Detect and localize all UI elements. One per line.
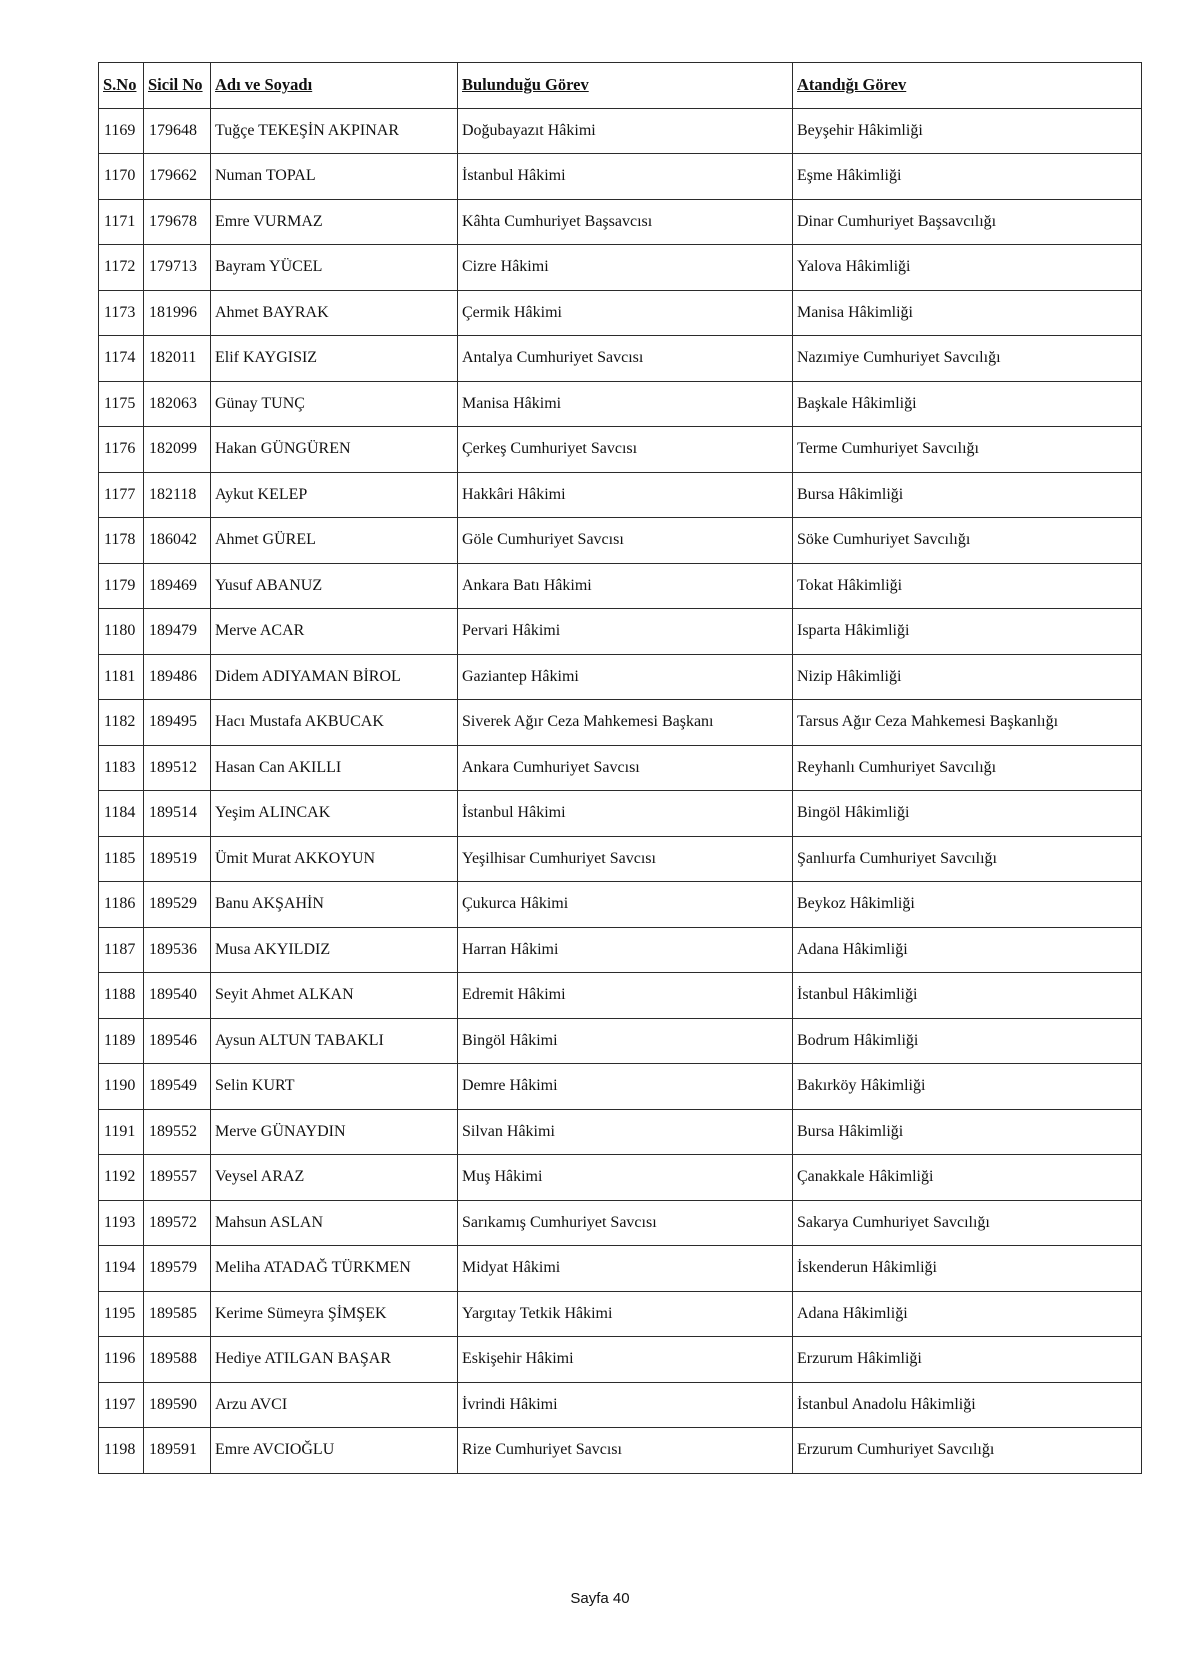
cell-current-position: İstanbul Hâkimi bbox=[458, 791, 793, 837]
cell-sno: 1198 bbox=[99, 1428, 144, 1474]
cell-assigned-position: Şanlıurfa Cumhuriyet Savcılığı bbox=[793, 836, 1142, 882]
cell-sicil-no: 189536 bbox=[144, 927, 211, 973]
cell-assigned-position: Çanakkale Hâkimliği bbox=[793, 1155, 1142, 1201]
cell-assigned-position: Isparta Hâkimliği bbox=[793, 609, 1142, 655]
table-body bbox=[99, 108, 1142, 1473]
cell-assigned-position: Bodrum Hâkimliği bbox=[793, 1018, 1142, 1064]
cell-current-position: Çukurca Hâkimi bbox=[458, 882, 793, 928]
cell-assigned-position: Bakırköy Hâkimliği bbox=[793, 1064, 1142, 1110]
table-row bbox=[99, 518, 1142, 564]
cell-current-position: Silvan Hâkimi bbox=[458, 1109, 793, 1155]
table-row bbox=[99, 1064, 1142, 1110]
cell-sno: 1188 bbox=[99, 973, 144, 1019]
cell-sno: 1193 bbox=[99, 1200, 144, 1246]
cell-sicil-no: 189572 bbox=[144, 1200, 211, 1246]
cell-assigned-position: Tokat Hâkimliği bbox=[793, 563, 1142, 609]
cell-sicil-no: 181996 bbox=[144, 290, 211, 336]
cell-current-position: Muş Hâkimi bbox=[458, 1155, 793, 1201]
cell-sicil-no: 179648 bbox=[144, 108, 211, 154]
cell-sno: 1171 bbox=[99, 199, 144, 245]
cell-name: Selin KURT bbox=[211, 1064, 458, 1110]
cell-current-position: Bingöl Hâkimi bbox=[458, 1018, 793, 1064]
cell-assigned-position: Yalova Hâkimliği bbox=[793, 245, 1142, 291]
table-row bbox=[99, 745, 1142, 791]
cell-name: Yusuf ABANUZ bbox=[211, 563, 458, 609]
table-row bbox=[99, 1246, 1142, 1292]
cell-assigned-position: Başkale Hâkimliği bbox=[793, 381, 1142, 427]
cell-current-position: Antalya Cumhuriyet Savcısı bbox=[458, 336, 793, 382]
cell-name: Emre AVCIOĞLU bbox=[211, 1428, 458, 1474]
cell-sicil-no: 179662 bbox=[144, 154, 211, 200]
cell-name: Hasan Can AKILLI bbox=[211, 745, 458, 791]
cell-sno: 1178 bbox=[99, 518, 144, 564]
cell-assigned-position: Terme Cumhuriyet Savcılığı bbox=[793, 427, 1142, 473]
cell-name: Yeşim ALINCAK bbox=[211, 791, 458, 837]
cell-sicil-no: 182063 bbox=[144, 381, 211, 427]
cell-sicil-no: 189552 bbox=[144, 1109, 211, 1155]
cell-name: Didem ADIYAMAN BİROL bbox=[211, 654, 458, 700]
cell-current-position: Hakkâri Hâkimi bbox=[458, 472, 793, 518]
cell-name: Seyit Ahmet ALKAN bbox=[211, 973, 458, 1019]
table-row bbox=[99, 336, 1142, 382]
cell-current-position: Gaziantep Hâkimi bbox=[458, 654, 793, 700]
table-row bbox=[99, 563, 1142, 609]
table-row bbox=[99, 791, 1142, 837]
cell-name: Günay TUNÇ bbox=[211, 381, 458, 427]
cell-assigned-position: Erzurum Hâkimliği bbox=[793, 1337, 1142, 1383]
cell-assigned-position: Beyşehir Hâkimliği bbox=[793, 108, 1142, 154]
cell-name: Elif KAYGISIZ bbox=[211, 336, 458, 382]
cell-sicil-no: 189579 bbox=[144, 1246, 211, 1292]
cell-name: Ümit Murat AKKOYUN bbox=[211, 836, 458, 882]
cell-sicil-no: 189549 bbox=[144, 1064, 211, 1110]
cell-name: Merve ACAR bbox=[211, 609, 458, 655]
cell-sno: 1176 bbox=[99, 427, 144, 473]
cell-sno: 1170 bbox=[99, 154, 144, 200]
cell-name: Veysel ARAZ bbox=[211, 1155, 458, 1201]
table-row bbox=[99, 973, 1142, 1019]
cell-current-position: Demre Hâkimi bbox=[458, 1064, 793, 1110]
cell-current-position: Doğubayazıt Hâkimi bbox=[458, 108, 793, 154]
table-row bbox=[99, 654, 1142, 700]
cell-sicil-no: 189591 bbox=[144, 1428, 211, 1474]
cell-current-position: Eskişehir Hâkimi bbox=[458, 1337, 793, 1383]
cell-current-position: Yeşilhisar Cumhuriyet Savcısı bbox=[458, 836, 793, 882]
cell-assigned-position: Sakarya Cumhuriyet Savcılığı bbox=[793, 1200, 1142, 1246]
cell-sicil-no: 189519 bbox=[144, 836, 211, 882]
cell-sicil-no: 189512 bbox=[144, 745, 211, 791]
cell-current-position: Rize Cumhuriyet Savcısı bbox=[458, 1428, 793, 1474]
cell-name: Mahsun ASLAN bbox=[211, 1200, 458, 1246]
cell-assigned-position: Adana Hâkimliği bbox=[793, 927, 1142, 973]
cell-name: Aysun ALTUN TABAKLI bbox=[211, 1018, 458, 1064]
cell-sno: 1184 bbox=[99, 791, 144, 837]
cell-sno: 1180 bbox=[99, 609, 144, 655]
cell-sicil-no: 189529 bbox=[144, 882, 211, 928]
cell-assigned-position: Reyhanlı Cumhuriyet Savcılığı bbox=[793, 745, 1142, 791]
cell-sicil-no: 189557 bbox=[144, 1155, 211, 1201]
header-current-position: Bulunduğu Görev bbox=[458, 63, 793, 109]
cell-assigned-position: İstanbul Hâkimliği bbox=[793, 973, 1142, 1019]
cell-sno: 1187 bbox=[99, 927, 144, 973]
cell-sicil-no: 179713 bbox=[144, 245, 211, 291]
cell-assigned-position: Adana Hâkimliği bbox=[793, 1291, 1142, 1337]
cell-assigned-position: Nizip Hâkimliği bbox=[793, 654, 1142, 700]
cell-name: Meliha ATADAĞ TÜRKMEN bbox=[211, 1246, 458, 1292]
table-row bbox=[99, 154, 1142, 200]
table-row bbox=[99, 472, 1142, 518]
cell-current-position: Göle Cumhuriyet Savcısı bbox=[458, 518, 793, 564]
cell-assigned-position: Beykoz Hâkimliği bbox=[793, 882, 1142, 928]
cell-current-position: Kâhta Cumhuriyet Başsavcısı bbox=[458, 199, 793, 245]
table-row bbox=[99, 1155, 1142, 1201]
cell-current-position: Yargıtay Tetkik Hâkimi bbox=[458, 1291, 793, 1337]
table-row bbox=[99, 108, 1142, 154]
cell-assigned-position: İstanbul Anadolu Hâkimliği bbox=[793, 1382, 1142, 1428]
cell-sicil-no: 182011 bbox=[144, 336, 211, 382]
cell-name: Tuğçe TEKEŞİN AKPINAR bbox=[211, 108, 458, 154]
cell-sicil-no: 179678 bbox=[144, 199, 211, 245]
header-sno: S.No bbox=[99, 63, 144, 109]
cell-assigned-position: Dinar Cumhuriyet Başsavcılığı bbox=[793, 199, 1142, 245]
table-header bbox=[99, 63, 1142, 109]
cell-current-position: Ankara Batı Hâkimi bbox=[458, 563, 793, 609]
cell-name: Hacı Mustafa AKBUCAK bbox=[211, 700, 458, 746]
table-row bbox=[99, 381, 1142, 427]
cell-sno: 1195 bbox=[99, 1291, 144, 1337]
cell-current-position: Pervari Hâkimi bbox=[458, 609, 793, 655]
cell-assigned-position: Bursa Hâkimliği bbox=[793, 1109, 1142, 1155]
cell-sicil-no: 189514 bbox=[144, 791, 211, 837]
cell-current-position: Çermik Hâkimi bbox=[458, 290, 793, 336]
cell-current-position: Manisa Hâkimi bbox=[458, 381, 793, 427]
cell-name: Numan TOPAL bbox=[211, 154, 458, 200]
cell-sno: 1173 bbox=[99, 290, 144, 336]
cell-assigned-position: Tarsus Ağır Ceza Mahkemesi Başkanlığı bbox=[793, 700, 1142, 746]
cell-sno: 1191 bbox=[99, 1109, 144, 1155]
cell-assigned-position: Bursa Hâkimliği bbox=[793, 472, 1142, 518]
table-row bbox=[99, 836, 1142, 882]
cell-assigned-position: Söke Cumhuriyet Savcılığı bbox=[793, 518, 1142, 564]
cell-sno: 1179 bbox=[99, 563, 144, 609]
cell-name: Aykut KELEP bbox=[211, 472, 458, 518]
appointments-table bbox=[98, 62, 1142, 1474]
cell-sno: 1175 bbox=[99, 381, 144, 427]
cell-sno: 1169 bbox=[99, 108, 144, 154]
cell-sicil-no: 189546 bbox=[144, 1018, 211, 1064]
cell-current-position: Edremit Hâkimi bbox=[458, 973, 793, 1019]
table-row bbox=[99, 1337, 1142, 1383]
table-row bbox=[99, 1109, 1142, 1155]
cell-name: Hakan GÜNGÜREN bbox=[211, 427, 458, 473]
table-row bbox=[99, 199, 1142, 245]
cell-sicil-no: 186042 bbox=[144, 518, 211, 564]
cell-name: Ahmet BAYRAK bbox=[211, 290, 458, 336]
header-row bbox=[99, 63, 1142, 109]
cell-sicil-no: 182099 bbox=[144, 427, 211, 473]
table-row bbox=[99, 245, 1142, 291]
cell-assigned-position: Nazımiye Cumhuriyet Savcılığı bbox=[793, 336, 1142, 382]
cell-sno: 1192 bbox=[99, 1155, 144, 1201]
cell-sno: 1189 bbox=[99, 1018, 144, 1064]
table-row bbox=[99, 609, 1142, 655]
cell-sno: 1172 bbox=[99, 245, 144, 291]
cell-sicil-no: 182118 bbox=[144, 472, 211, 518]
header-sicil-no: Sicil No bbox=[144, 63, 211, 109]
table-row bbox=[99, 882, 1142, 928]
cell-assigned-position: Eşme Hâkimliği bbox=[793, 154, 1142, 200]
table-row bbox=[99, 427, 1142, 473]
cell-sno: 1183 bbox=[99, 745, 144, 791]
cell-current-position: İstanbul Hâkimi bbox=[458, 154, 793, 200]
cell-name: Ahmet GÜREL bbox=[211, 518, 458, 564]
cell-current-position: İvrindi Hâkimi bbox=[458, 1382, 793, 1428]
cell-assigned-position: Bingöl Hâkimliği bbox=[793, 791, 1142, 837]
cell-sicil-no: 189585 bbox=[144, 1291, 211, 1337]
cell-current-position: Midyat Hâkimi bbox=[458, 1246, 793, 1292]
cell-name: Kerime Sümeyra ŞİMŞEK bbox=[211, 1291, 458, 1337]
table-row bbox=[99, 927, 1142, 973]
cell-name: Emre VURMAZ bbox=[211, 199, 458, 245]
cell-sno: 1181 bbox=[99, 654, 144, 700]
cell-sicil-no: 189479 bbox=[144, 609, 211, 655]
cell-current-position: Ankara Cumhuriyet Savcısı bbox=[458, 745, 793, 791]
cell-name: Bayram YÜCEL bbox=[211, 245, 458, 291]
cell-sicil-no: 189540 bbox=[144, 973, 211, 1019]
header-name: Adı ve Soyadı bbox=[211, 63, 458, 109]
table-row bbox=[99, 1382, 1142, 1428]
cell-current-position: Cizre Hâkimi bbox=[458, 245, 793, 291]
cell-sicil-no: 189469 bbox=[144, 563, 211, 609]
cell-sno: 1197 bbox=[99, 1382, 144, 1428]
table-row bbox=[99, 1018, 1142, 1064]
cell-sno: 1177 bbox=[99, 472, 144, 518]
table-row bbox=[99, 700, 1142, 746]
cell-sicil-no: 189495 bbox=[144, 700, 211, 746]
cell-sno: 1190 bbox=[99, 1064, 144, 1110]
cell-sno: 1185 bbox=[99, 836, 144, 882]
table-row bbox=[99, 1291, 1142, 1337]
cell-current-position: Siverek Ağır Ceza Mahkemesi Başkanı bbox=[458, 700, 793, 746]
cell-assigned-position: İskenderun Hâkimliği bbox=[793, 1246, 1142, 1292]
cell-sicil-no: 189588 bbox=[144, 1337, 211, 1383]
cell-name: Arzu AVCI bbox=[211, 1382, 458, 1428]
cell-sno: 1182 bbox=[99, 700, 144, 746]
page-number: Sayfa 40 bbox=[570, 1590, 630, 1607]
cell-name: Merve GÜNAYDIN bbox=[211, 1109, 458, 1155]
cell-assigned-position: Manisa Hâkimliği bbox=[793, 290, 1142, 336]
cell-current-position: Çerkeş Cumhuriyet Savcısı bbox=[458, 427, 793, 473]
cell-sicil-no: 189590 bbox=[144, 1382, 211, 1428]
table-row bbox=[99, 1200, 1142, 1246]
cell-sno: 1196 bbox=[99, 1337, 144, 1383]
cell-assigned-position: Erzurum Cumhuriyet Savcılığı bbox=[793, 1428, 1142, 1474]
cell-current-position: Sarıkamış Cumhuriyet Savcısı bbox=[458, 1200, 793, 1246]
cell-current-position: Harran Hâkimi bbox=[458, 927, 793, 973]
table-row bbox=[99, 290, 1142, 336]
cell-name: Banu AKŞAHİN bbox=[211, 882, 458, 928]
header-assigned-position: Atandığı Görev bbox=[793, 63, 1142, 109]
cell-name: Hediye ATILGAN BAŞAR bbox=[211, 1337, 458, 1383]
table-row bbox=[99, 1428, 1142, 1474]
cell-sno: 1194 bbox=[99, 1246, 144, 1292]
cell-sicil-no: 189486 bbox=[144, 654, 211, 700]
cell-sno: 1174 bbox=[99, 336, 144, 382]
cell-sno: 1186 bbox=[99, 882, 144, 928]
cell-name: Musa AKYILDIZ bbox=[211, 927, 458, 973]
